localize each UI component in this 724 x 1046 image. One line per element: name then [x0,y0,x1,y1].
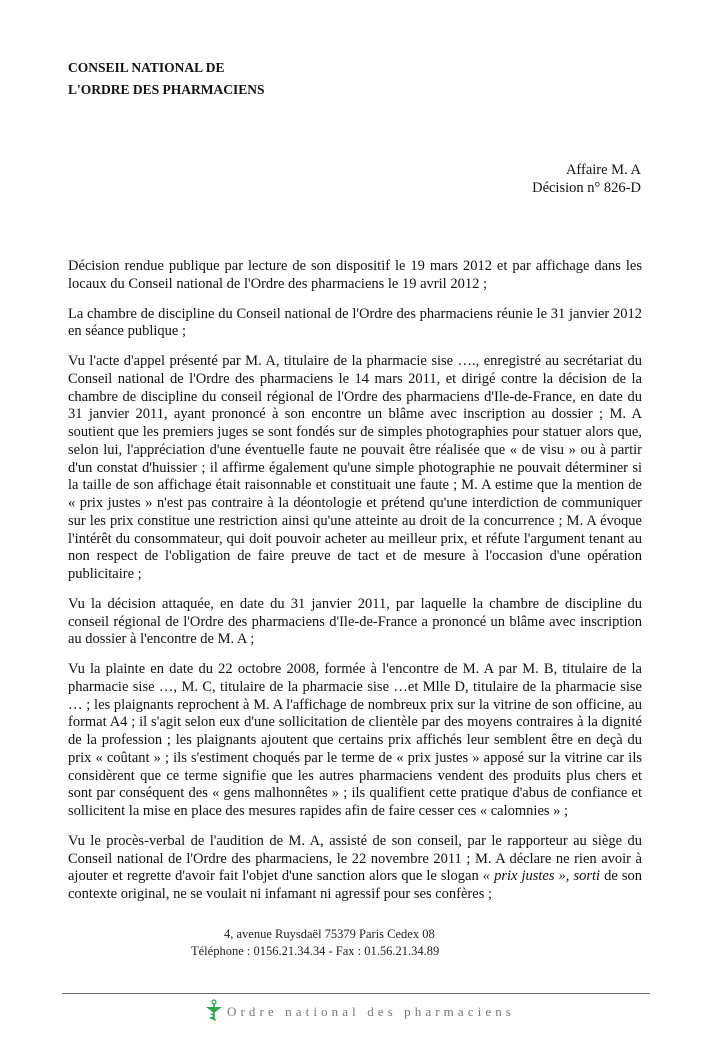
paragraph-contested-decision: Vu la décision attaquée, en date du 31 janvier 2011, par laquelle la chambre de discipline du conseil régional de l'Ordre des pharmaciens d'Ile-de-France a prononcé un blâme avec inscription au dossier à l'encontre de M. A ; [68,595,642,648]
decision-body [68,258,642,904]
paragraph-appeal: Vu l'acte d'appel présenté par M. A, titulaire de la pharmacie sise …., enregistré au secrétariat du Conseil national de l'Ordre des pharmaciens le 14 mars 2011, et dirigé contre la décision de la chambre de discipline du conseil régional de l'Ordre des pharmaciens d'Ile-de-France, en date du 31 janvier 2011, ayant prononcé à son encontre un blâme avec inscription au dossier ; M. A soutient que les premiers juges se sont fondés sur de simples photographies pour statuer alors que, selon lui, l'appréciation d'une éventuelle faute ne pouvait être réalisée que « de visu » ou à partir d'un constat d'huissier ; il affirme également qu'une simple photographie ne pouvait déterminer si la taille de son affichage était raisonnable et constituait une faute ; M. A estime que la mention de « prix justes » n'est pas contraire à la déontologie et prétend qu'une interdiction de communiquer sur les prix constitue une restriction ainsi qu'une atteinte au droit de la concurrence ; M. A évoque l'intérêt du consommateur, qui doit pouvoir acheter au meilleur prix, et réfute l'argument tenant au non respect de l'obligation de faire preuve de tact et de mesure à l'occasion d'une opération publicitaire ; [68,353,642,582]
footer [0,926,724,1026]
footer-divider [62,993,650,994]
logo-text: Ordre national des pharmaciens [227,1004,515,1020]
header-line-2: L'ORDRE DES PHARMACIENS [68,82,265,97]
paragraph-publication: Décision rendue publique par lecture de son dispositif le 19 mars 2012 et par affichage dans les locaux du Conseil national de l'Ordre des pharmaciens le 19 avril 2012 ; [68,258,642,292]
hearing-text: Vu le procès-verbal de l'audition de M. A, assisté de son conseil, par le rapporteur au siège du Conseil national de l'Ordre des pharmaciens, le 22 novembre 2011 ; M. A déclare ne rien avoir à ajouter et regrette d'avoir fait l'objet d'une sanction alors que le slogan [68,832,642,885]
paragraph-hearing [68,833,642,904]
footer-phone: Téléphone : 0156.21.34.34 - Fax : 01.56.21.34.89 [191,943,440,958]
paragraph-complaint: Vu la plainte en date du 22 octobre 2008, formée à l'encontre de M. A par M. B, titulaire de la pharmacie sise …, M. C, titulaire de la pharmacie sise …et Mlle D, titulaire de la pharmacie sise … ; les plaignants reprochent à M. A l'affichage de nombreux prix sur la vitrine de son officine, au format A4 ; il s'agit selon eux d'une sollicitation de clientèle par des moyens contraires à la dignité de la profession ; les plaignants ajoutent que certains prix affichés leur semblent être en deçà du prix « coûtant » ; ils s'estiment choqués par le terme de « prix justes » apposé sur la vitrine car ils considèrent que ce terme signifie que les autres pharmaciens vendent des produits plus chers et sont par conséquent des « gens malhonnêtes » ; ils qualifient cette pratique d'abus de confiance et sollicitent la mise en place des mesures rapides afin de faire cesser ces « calomnies » ; [68,661,642,819]
header-line-1: CONSEIL NATIONAL DE [68,60,225,75]
affaire-label: Affaire M. A [565,162,641,178]
decision-number: Décision n° 826-D [532,180,641,196]
footer-address: 4, avenue Ruysdaël 75379 Paris Cedex 08 [224,926,435,941]
hearing-italic: « prix justes », sorti [482,868,601,885]
footer-logo [205,999,724,1026]
letterhead [0,0,724,258]
hearing-text-end: de son contexte original, ne se voulait ni infamant ni agressif pour ses confères ; [68,868,643,902]
paragraph-chamber: La chambre de discipline du Conseil national de l'Ordre des pharmaciens réunie le 31 janvier 2012 en séance publique ; [68,305,642,340]
caduceus-icon [205,999,223,1026]
